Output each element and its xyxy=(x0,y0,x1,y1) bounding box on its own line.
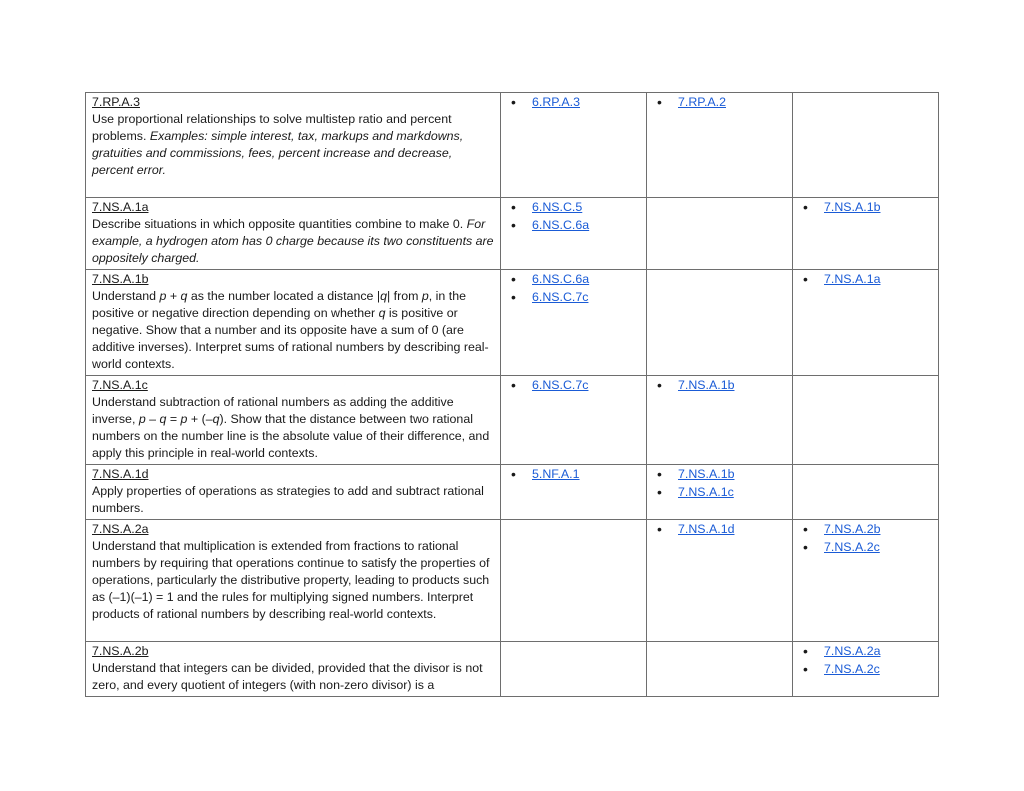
standard-description xyxy=(92,394,494,462)
link-list xyxy=(507,94,640,112)
related-links-cell xyxy=(647,270,793,376)
description-text-run: p xyxy=(138,412,146,426)
description-text-run: as the number located a distance | xyxy=(187,289,381,303)
standard-link[interactable]: 7.NS.A.1b xyxy=(678,378,735,392)
table-row xyxy=(86,520,939,642)
standard-description-cell xyxy=(86,93,501,198)
standard-description xyxy=(92,111,494,179)
table-row xyxy=(86,642,939,697)
list-item xyxy=(532,94,640,112)
description-text-run: For example, a hydrogen atom has 0 charge because its two constituents are oppositely charged. xyxy=(92,217,494,265)
standard-link[interactable]: 7.NS.A.1d xyxy=(678,522,735,536)
related-links-cell xyxy=(647,376,793,465)
link-list xyxy=(507,377,640,395)
standard-description-cell xyxy=(86,270,501,376)
standard-description-cell xyxy=(86,465,501,520)
list-item xyxy=(532,199,640,217)
description-text-run: Understand that multiplication is extended from fractions to rational numbers by requiring that operations continue to satisfy the properties of operations, particularly the distributive property, leading to products such as (–1)(–1) = 1 and the rules for multiplying signed numbers. Interpret products of rational numbers by describing real-world contexts. xyxy=(92,539,490,621)
prerequisite-links-cell xyxy=(501,198,647,270)
table-row xyxy=(86,270,939,376)
related-links-cell xyxy=(647,93,793,198)
standards-table-body xyxy=(86,93,939,697)
standard-link[interactable]: 7.NS.A.2a xyxy=(824,644,881,658)
description-text-run: q xyxy=(380,289,387,303)
prerequisite-links-cell xyxy=(501,520,647,642)
standards-table xyxy=(85,92,939,697)
standard-description-cell xyxy=(86,642,501,697)
standard-description xyxy=(92,538,494,623)
standard-description xyxy=(92,216,494,267)
prerequisite-links-cell xyxy=(501,270,647,376)
standard-link[interactable]: 6.NS.C.7c xyxy=(532,290,589,304)
table-row xyxy=(86,198,939,270)
table-row xyxy=(86,376,939,465)
subsequent-links-cell xyxy=(793,642,939,697)
description-text-run: Describe situations in which opposite quantities combine to make 0. xyxy=(92,217,467,231)
description-text-run: ). Show that the distance between two rational numbers on the number line is the absolute value of their difference, and apply this principle in real-world contexts. xyxy=(92,412,490,460)
link-list xyxy=(653,94,786,112)
description-text-run: + xyxy=(166,289,181,303)
prerequisite-links-cell xyxy=(501,642,647,697)
description-text-run: Understand xyxy=(92,289,160,303)
list-item xyxy=(678,94,786,112)
description-text-run: q xyxy=(180,289,188,303)
link-list xyxy=(799,199,932,217)
standard-link[interactable]: 7.NS.A.2c xyxy=(824,540,880,554)
standard-description xyxy=(92,660,494,694)
standard-description-cell xyxy=(86,198,501,270)
standard-code: 7.NS.A.1d xyxy=(92,467,149,481)
description-text-run: q xyxy=(378,306,386,320)
description-text-run: Understand subtraction of rational numbers as adding the additive inverse, xyxy=(92,395,454,426)
link-list xyxy=(653,521,786,539)
description-text-run: is positive or negative. Show that a number and its opposite have a sum of 0 (are additive inverses). Interpret sums of rational numbers by describing real-world contexts. xyxy=(92,306,489,371)
link-list xyxy=(507,199,640,235)
description-text-run: | from xyxy=(387,289,422,303)
description-text-run: Understand that integers can be divided, provided that the divisor is not zero, and every quotient of integers (with non-zero divisor) is a xyxy=(92,661,483,692)
standard-link[interactable]: 7.RP.A.2 xyxy=(678,95,726,109)
list-item xyxy=(824,521,932,539)
standard-link[interactable]: 7.NS.A.1b xyxy=(678,467,735,481)
standard-link[interactable]: 6.NS.C.7c xyxy=(532,378,589,392)
standard-code: 7.NS.A.1a xyxy=(92,200,149,214)
subsequent-links-cell xyxy=(793,376,939,465)
prerequisite-links-cell xyxy=(501,93,647,198)
description-text-run: = xyxy=(166,412,181,426)
standard-link[interactable]: 6.RP.A.3 xyxy=(532,95,580,109)
standard-code: 7.RP.A.3 xyxy=(92,95,140,109)
link-list xyxy=(799,643,932,679)
list-item xyxy=(532,466,640,484)
link-list xyxy=(653,377,786,395)
related-links-cell xyxy=(647,520,793,642)
standard-link[interactable]: 6.NS.C.6a xyxy=(532,272,590,286)
related-links-cell xyxy=(647,465,793,520)
standard-description xyxy=(92,288,494,373)
link-list xyxy=(507,466,640,484)
subsequent-links-cell xyxy=(793,520,939,642)
description-text-run: p xyxy=(159,289,167,303)
list-item xyxy=(678,377,786,395)
list-item xyxy=(678,466,786,484)
table-row xyxy=(86,93,939,198)
standard-code: 7.NS.A.2b xyxy=(92,644,149,658)
standard-link[interactable]: 7.NS.A.1c xyxy=(678,485,734,499)
description-text-run: p xyxy=(180,412,188,426)
standard-link[interactable]: 7.NS.A.2b xyxy=(824,522,881,536)
list-item xyxy=(678,484,786,502)
description-text-run: Use proportional relationships to solve multistep ratio and percent problems. xyxy=(92,112,452,143)
description-text-run: p xyxy=(421,289,429,303)
description-text-run: – xyxy=(145,412,160,426)
list-item xyxy=(824,271,932,289)
list-item xyxy=(532,377,640,395)
subsequent-links-cell xyxy=(793,270,939,376)
link-list xyxy=(799,521,932,557)
subsequent-links-cell xyxy=(793,198,939,270)
related-links-cell xyxy=(647,642,793,697)
link-list xyxy=(507,271,640,307)
description-text-run: , in the positive or negative direction depending on whether xyxy=(92,289,466,320)
list-item xyxy=(824,199,932,217)
list-item xyxy=(824,661,932,679)
standard-code: 7.NS.A.1b xyxy=(92,272,149,286)
standard-code: 7.NS.A.2a xyxy=(92,522,149,536)
standard-link[interactable]: 6.NS.C.5 xyxy=(532,200,583,214)
standard-link[interactable]: 5.NF.A.1 xyxy=(532,467,580,481)
prerequisite-links-cell xyxy=(501,465,647,520)
link-list xyxy=(799,271,932,289)
standard-description-cell xyxy=(86,376,501,465)
list-item xyxy=(678,521,786,539)
table-row xyxy=(86,465,939,520)
standard-link[interactable]: 6.NS.C.6a xyxy=(532,218,590,232)
list-item xyxy=(532,271,640,289)
related-links-cell xyxy=(647,198,793,270)
standard-link[interactable]: 7.NS.A.1a xyxy=(824,272,881,286)
description-text-run: Examples: simple interest, tax, markups and markdowns, gratuities and commissions, fees, percent increase and decrease, percent error. xyxy=(92,129,464,177)
list-item xyxy=(824,539,932,557)
standard-description xyxy=(92,483,494,517)
description-text-run: Apply properties of operations as strategies to add and subtract rational numbers. xyxy=(92,484,484,515)
standard-description-cell xyxy=(86,520,501,642)
standard-link[interactable]: 7.NS.A.2c xyxy=(824,662,880,676)
list-item xyxy=(532,289,640,307)
prerequisite-links-cell xyxy=(501,376,647,465)
link-list xyxy=(653,466,786,502)
subsequent-links-cell xyxy=(793,93,939,198)
subsequent-links-cell xyxy=(793,465,939,520)
list-item xyxy=(532,217,640,235)
description-text-run: + (– xyxy=(187,412,213,426)
description-text-run: q xyxy=(212,412,220,426)
list-item xyxy=(824,643,932,661)
standard-link[interactable]: 7.NS.A.1b xyxy=(824,200,881,214)
standard-code: 7.NS.A.1c xyxy=(92,378,148,392)
description-text-run: q xyxy=(159,412,167,426)
